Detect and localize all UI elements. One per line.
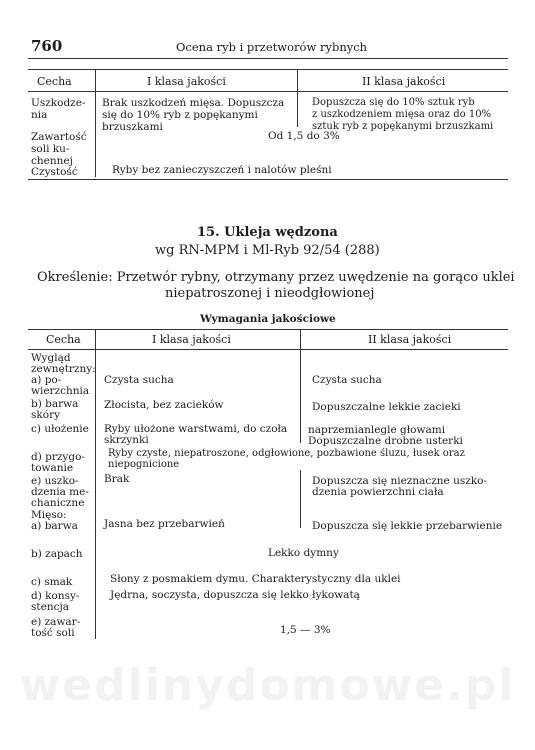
table1-header-divider-1 bbox=[95, 69, 96, 91]
requirements-title: Wymagania jakościowe bbox=[200, 313, 336, 325]
class2-cell: sztuk ryb z popękanymi brzuszkami bbox=[312, 121, 494, 132]
table2-header-class1: I klasa jakości bbox=[152, 333, 231, 346]
table2-col-divider-2b bbox=[300, 470, 301, 528]
table1-top-rule bbox=[28, 69, 508, 70]
class2-cell: Dopuszcza się do 10% sztuk ryb bbox=[312, 97, 475, 108]
row-label: skóry bbox=[31, 409, 61, 421]
class1-cell: się do 10% ryb z popękanymi bbox=[102, 109, 258, 121]
shared-value-cell: 1,5 — 3% bbox=[280, 624, 331, 636]
shared-value-cell: Ryby bez zanieczyszczeń i nalotów pleśni bbox=[112, 164, 332, 176]
row-label: e) uszko- bbox=[31, 475, 79, 487]
row-label: tość soli bbox=[31, 627, 75, 639]
table1-col-divider-1 bbox=[95, 91, 96, 177]
shared-value-cell: Ryby czyste, niepatroszone, odgłowione, pozbawione śluzu, łusek oraz bbox=[108, 448, 465, 459]
shared-value-cell: Słony z posmakiem dymu. Charakterystyczny dla uklei bbox=[110, 573, 401, 585]
table1-bottom-rule bbox=[28, 179, 508, 180]
class1-cell: Złocista, bez zacieków bbox=[104, 399, 224, 411]
table1-col-divider-2 bbox=[297, 91, 298, 127]
class2-cell: Dopuszcza się lekkie przebarwienie bbox=[312, 520, 503, 532]
header-rule bbox=[28, 58, 508, 59]
class1-cell: Czysta sucha bbox=[104, 374, 174, 386]
row-label: a) po- bbox=[31, 374, 62, 386]
row-label: soli ku- bbox=[31, 143, 70, 155]
row-label: stencja bbox=[31, 601, 69, 613]
table1-header-cecha: Cecha bbox=[37, 75, 72, 88]
class2-cell: Dopuszczalne drobne usterki bbox=[308, 435, 463, 447]
class2-cell: Dopuszczalne lekkie zacieki bbox=[312, 401, 461, 413]
class1-cell: brzuszkami bbox=[102, 121, 163, 133]
table1-header-class1: I klasa jakości bbox=[147, 75, 226, 88]
row-label: towanie bbox=[31, 462, 74, 474]
group-label: Mięso: bbox=[31, 509, 67, 521]
class2-cell: Czysta sucha bbox=[312, 374, 382, 386]
table1-header-rule bbox=[28, 91, 508, 92]
watermark: wedlinydomowe.pl bbox=[19, 660, 516, 711]
class1-cell: skrzynki bbox=[104, 434, 149, 446]
table2-header-class2: II klasa jakości bbox=[368, 333, 452, 346]
row-label: Uszkodze- bbox=[31, 97, 86, 109]
row-label: chaniczne bbox=[31, 497, 85, 509]
table2-top-rule bbox=[28, 329, 508, 330]
shared-value-cell: niepognicione bbox=[108, 459, 180, 470]
section-subtitle: wg RN-MPM i Ml-Ryb 92/54 (288) bbox=[155, 243, 380, 258]
row-label: e) zawar- bbox=[31, 616, 81, 628]
row-label: d) przygo- bbox=[31, 451, 85, 463]
row-label: b) barwa bbox=[31, 398, 79, 410]
table2-col-divider-2a bbox=[300, 349, 301, 443]
class1-cell: Brak bbox=[104, 473, 130, 485]
table1-header-class2: II klasa jakości bbox=[362, 75, 446, 88]
row-label: Zawartość bbox=[31, 131, 87, 143]
table1-header-divider-2 bbox=[297, 69, 298, 91]
row-label: c) ułożenie bbox=[31, 423, 89, 435]
row-label: b) zapach bbox=[31, 548, 83, 560]
group-label: Wygląd bbox=[31, 352, 71, 364]
shared-value-cell: Lekko dymny bbox=[268, 547, 339, 559]
row-label: nia bbox=[31, 109, 48, 121]
class1-cell: Jasna bez przebarwień bbox=[104, 518, 225, 530]
class2-cell: z uszkodzeniem mięsa oraz do 10% bbox=[312, 109, 492, 120]
shared-value-cell: Od 1,5 do 3% bbox=[268, 130, 340, 142]
row-label: Czystość bbox=[31, 166, 78, 178]
row-label: a) barwa bbox=[31, 520, 78, 532]
table2-header-rule bbox=[28, 349, 508, 350]
row-label: wierzchnia bbox=[31, 385, 90, 397]
page-number: 760 bbox=[31, 37, 63, 55]
class1-cell: Ryby ułożone warstwami, do czoła bbox=[104, 423, 288, 435]
row-label: chennej bbox=[31, 155, 73, 167]
definition-line-2: niepatroszonej i nieodgłowionej bbox=[165, 286, 375, 301]
shared-value-cell: Jędrna, soczysta, dopuszcza się lekko łykowatą bbox=[110, 589, 360, 601]
table2-col-divider-1 bbox=[95, 349, 96, 639]
table2-header-cecha: Cecha bbox=[46, 333, 81, 346]
group-label: zewnętrzny: bbox=[31, 363, 96, 375]
section-title: 15. Ukleja wędzona bbox=[197, 225, 338, 240]
class2-cell: Dopuszcza się nieznaczne uszko- bbox=[312, 475, 487, 487]
table2-header-divider-1 bbox=[95, 329, 96, 349]
class2-cell: naprzemianlegle głowami bbox=[308, 424, 446, 436]
row-label: c) smak bbox=[31, 576, 73, 588]
row-label: d) konsy- bbox=[31, 590, 80, 602]
definition-line-1: Określenie: Przetwór rybny, otrzymany przez uwędzenie na gorąco uklei bbox=[37, 270, 515, 285]
row-label: dzenia me- bbox=[31, 486, 89, 498]
running-title: Ocena ryb i przetworów rybnych bbox=[176, 40, 368, 54]
class1-cell: Brak uszkodzeń mięsa. Dopuszcza bbox=[102, 97, 285, 109]
class2-cell: dzenia powierzchni ciała bbox=[312, 486, 444, 498]
table2-header-divider-2 bbox=[300, 329, 301, 349]
